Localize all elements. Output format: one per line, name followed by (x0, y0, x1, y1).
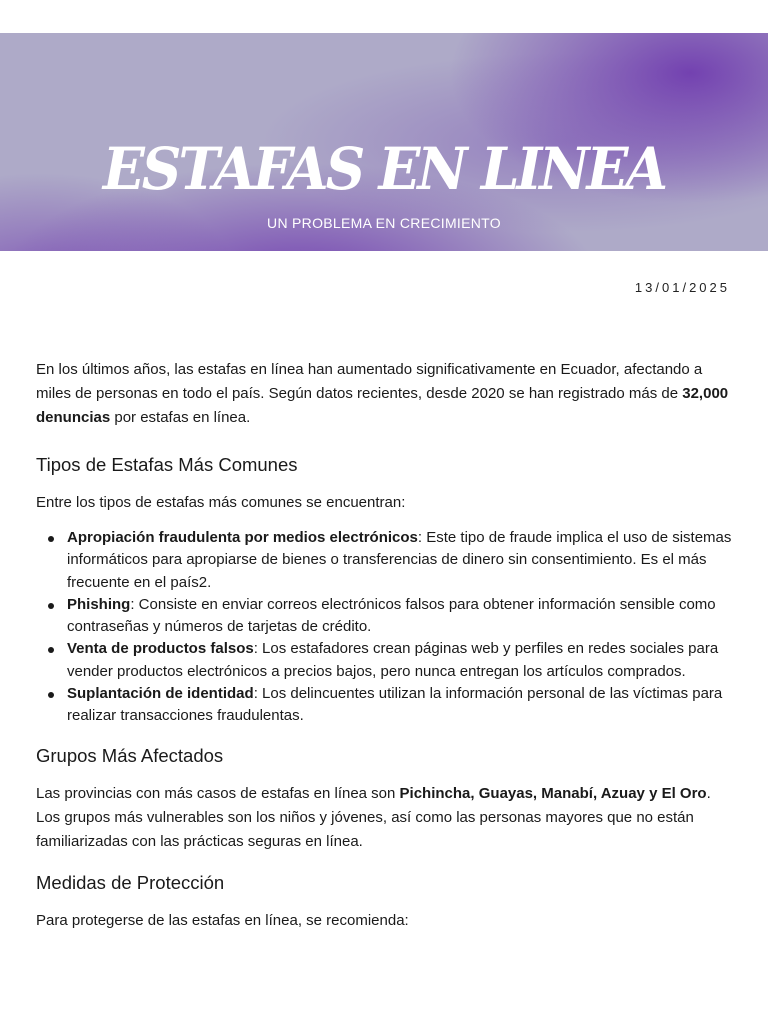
intro-bold: 32,000 denuncias (36, 385, 729, 426)
article-body (36, 358, 732, 933)
groups-text-b: . Los grupos más vulnerables son los niños y jóvenes, así como las personas mayores que no están familiarizadas con las prácticas seguras en línea. (36, 784, 711, 850)
list-item-term: Apropiación fraudulenta por medios electrónicos (67, 529, 418, 546)
list-item (36, 683, 732, 728)
list-item-term: Suplantación de identidad (67, 685, 254, 703)
list-item-desc: : Este tipo de fraude implica el uso de sistemas informáticos para apropiarse de bienes o transferencias de dinero sin consentimiento. Es el más frecuente en el país2. (67, 529, 732, 591)
list-item (36, 638, 732, 683)
measures-lead: Para protegerse de las estafas en línea, se recomienda: (36, 911, 409, 929)
intro-paragraph (36, 358, 732, 430)
list-item-desc: : Los estafadores crean páginas web y perfiles en redes sociales para vender productos electrónicos a precios bajos, pero nunca entregan los artículos comprados. (67, 640, 719, 680)
list-item-desc: : Los delincuentes utilizan la información personal de las víctimas para realizar transacciones fraudulentas. (67, 685, 723, 725)
list-item-term: Phishing (67, 595, 131, 613)
groups-text-a: Las provincias con más casos de estafas en línea son (36, 784, 400, 802)
heading-measures: Medidas de Protección (36, 871, 225, 893)
page-title: ESTAFAS EN LINEA (102, 134, 666, 203)
types-list (36, 527, 732, 728)
page-subtitle: UN PROBLEMA EN CRECIMIENTO (267, 215, 501, 231)
groups-paragraph (36, 782, 732, 854)
types-lead: Entre los tipos de estafas más comunes se encuentran: (36, 494, 406, 511)
heading-types: Tipos de Estafas Más Comunes (36, 454, 298, 475)
heading-groups: Grupos Más Afectados (36, 744, 224, 766)
groups-bold: Pichincha, Guayas, Manabí, Azuay y El Oro (399, 784, 707, 802)
list-item-desc: : Consiste en enviar correos electrónicos falsos para obtener información sensible como contraseñas y números de tarjetas de crédito. (67, 595, 716, 636)
list-item (36, 594, 732, 639)
header-banner (0, 33, 768, 251)
publication-date: 13/01/2025 (634, 280, 730, 295)
list-item (36, 527, 732, 594)
intro-text-a: En los últimos años, las estafas en línea han aumentado significativamente en Ecuador, afectando a miles de personas en todo el país. Según datos recientes, desde 2020 se han registrado más de (36, 361, 703, 402)
intro-text-b: por estafas en línea. (110, 409, 251, 426)
list-item-term: Venta de productos falsos (67, 640, 254, 658)
